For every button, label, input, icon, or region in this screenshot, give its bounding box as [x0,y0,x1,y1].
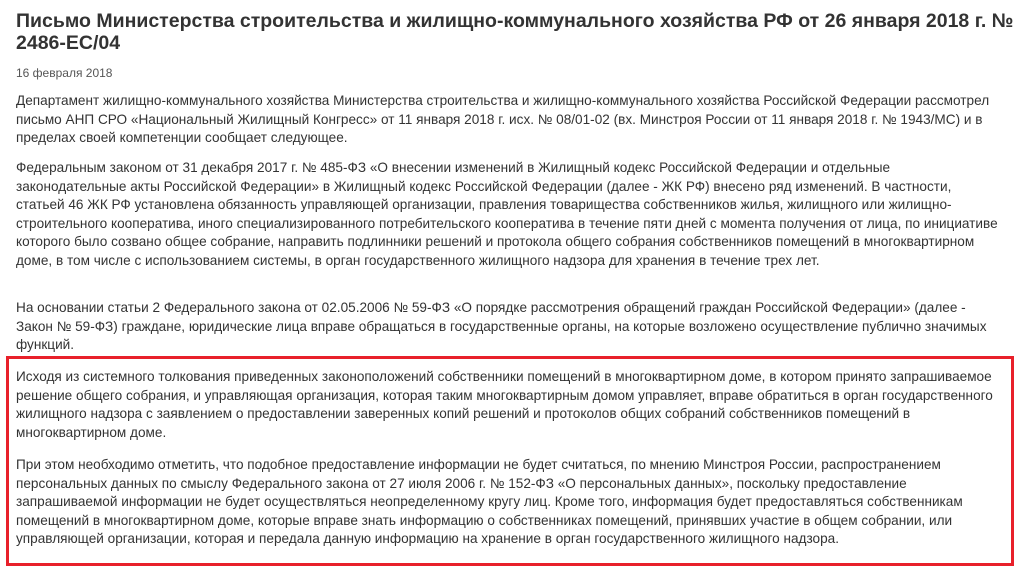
paragraph-intro: Департамент жилищно-коммунального хозяйства Министерства строительства и жилищно-коммунального хозяйства Российской Федерации рассмотрел письмо АНП СРО «Национальный Жилищный Конгресс» от 11 января 2018 г. исх. № 08/01-02 (вх. Минстроя России от 11 января 2018 г. № 1943/МС) и в пределах своей компетенции сообщает следующее. [16,93,990,145]
document-title: Письмо Министерства строительства и жилищно-коммунального хозяйства РФ от 26 января 2018 г. № 2486-ЕС/04 [16,10,1014,54]
paragraph-law-59: На основании статьи 2 Федерального закона от 02.05.2006 № 59-ФЗ «О порядке рассмотрения обращений граждан Российской Федерации» (далее - Закон № 59-ФЗ) граждане, юридические лица вправе обращаться в государственные органы, на которые возложено осуществление публично значимых функций. [16,300,987,352]
paragraph-federal-law: Федеральным законом от 31 декабря 2017 г. № 485-ФЗ «О внесении изменений в Жилищный кодекс Российской Федерации и отдельные законодательные акты Российской Федерации» в Жилищный кодекс Российской Федерации (далее - ЖК РФ) внесено ряд изменений. В частности, статьей 46 ЖК РФ установлена обязанность управляющей организации, правления товарищества собственников жилья, жилищного или жилищно-строительного кооператива, иного специализированного потребительского кооператива в течение пяти дней с момента получения от лица, по инициативе которого было созвано общее собрание, направить подлинники решений и протокола общего собрания собственников помещений в многоквартирном доме, в том числе с использованием системы, в орган государственного жилищного надзора для хранения в течение трех лет. [16,160,998,268]
highlighted-paragraph-conclusion: Исходя из системного толкования приведенных законоположений собственники помещений в многоквартирном доме, в котором принято запрашиваемое решение общего собрания, и управляющая организация, которая таким многоквартирным домом управляет, вправе обратиться в орган государственного жилищного надзора с заявлением о предоставлении заверенных копий решений и протоколов общих собраний собственников помещений в многоквартирном доме. [16,369,993,440]
publication-date: 16 февраля 2018 [16,66,113,80]
highlighted-paragraph-personal-data: При этом необходимо отметить, что подобное предоставление информации не будет считаться, по мнению Минстроя России, распространением персональных данных по смыслу Федерального закона от 27 июля 2006 г. № 152-ФЗ «О персональных данных», поскольку предоставление запрашиваемой информации не будет осуществляться неопределенному кругу лиц. Кроме того, информация будет предоставляться собственникам помещений в многоквартирном доме, которые вправе знать информацию о собственниках помещений, принявших участие в общем собрании, или управляющей организации, которая и передала данную информацию на хранение в орган государственного жилищного надзора. [16,457,963,546]
